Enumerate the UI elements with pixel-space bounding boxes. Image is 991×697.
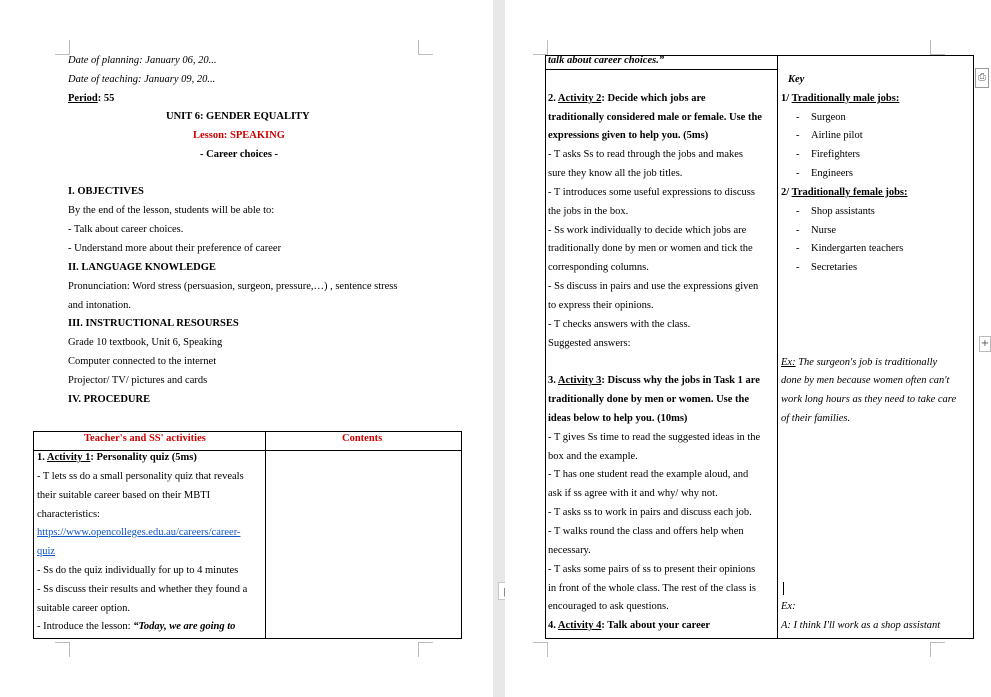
- list-bullet: -: [796, 168, 800, 179]
- table-line: - T checks answers with the class.: [548, 319, 691, 330]
- table-line: corresponding columns.: [548, 262, 649, 273]
- activity-3-heading-line: traditionally done by men or women. Use the: [548, 394, 750, 405]
- key-label: Key: [788, 74, 805, 85]
- crop-mark: [55, 642, 70, 657]
- list-bullet: -: [796, 243, 800, 254]
- activity-title: : Discuss why the jobs in Task 1 are: [601, 375, 760, 386]
- table-line: in front of the whole class. The rest of the class is: [548, 583, 757, 594]
- objectives-intro: By the end of the lesson, students will be able to:: [68, 205, 275, 216]
- activity-number: 1.: [37, 452, 47, 463]
- female-job-item: Shop assistants: [811, 206, 875, 217]
- table-line: - Ss discuss their results and whether they found a: [37, 584, 248, 595]
- table-line: - T has one student read the example aloud, and: [548, 469, 749, 480]
- period-value: : 55: [97, 93, 115, 104]
- list-bullet: -: [796, 262, 800, 273]
- table-line: suitable career option.: [37, 603, 131, 614]
- date-of-planning: Date of planning: January 06, 20...: [68, 55, 217, 66]
- example-line: work long hours as they need to take care: [781, 394, 957, 405]
- male-job-item: Surgeon: [811, 112, 846, 123]
- table-header-activities: Teacher's and SS' activities: [84, 433, 206, 444]
- list-number: 2/: [781, 187, 792, 198]
- language-knowledge-heading: II. LANGUAGE KNOWLEDGE: [68, 262, 216, 273]
- period: [68, 92, 114, 106]
- document-page-right: [505, 0, 991, 697]
- intro-quote: “Today, we are going to: [133, 621, 236, 632]
- date-of-teaching: Date of teaching: January 09, 20...: [68, 74, 216, 85]
- procedure-heading: IV. PROCEDURE: [68, 394, 151, 405]
- example-text: The surgeon's job is traditionally: [795, 357, 938, 368]
- list-bullet: -: [796, 206, 800, 217]
- intro-quote-end: talk about career choices.”: [548, 55, 665, 66]
- list-bullet: -: [796, 225, 800, 236]
- objective-item: - Talk about career choices.: [68, 224, 184, 235]
- table-row-divider: [545, 69, 777, 70]
- table-line: characteristics:: [37, 509, 100, 520]
- table-line: - T lets ss do a small personality quiz that reveals: [37, 471, 244, 482]
- example-line: done by men because women often can't: [781, 375, 950, 386]
- female-job-item: Kindergarten teachers: [811, 243, 904, 254]
- resource-item: Grade 10 textbook, Unit 6, Speaking: [68, 337, 223, 348]
- example-label: Ex:: [781, 357, 796, 368]
- table-column-divider: [777, 55, 778, 639]
- paste-options-icon[interactable]: ⎙: [975, 68, 989, 88]
- crop-mark: [533, 642, 548, 657]
- quiz-link-continued[interactable]: quiz: [37, 546, 56, 557]
- female-job-item: Nurse: [811, 225, 837, 236]
- example-2-label: Ex:: [781, 601, 796, 612]
- quiz-link[interactable]: https://www.opencolleges.edu.au/careers/career-: [37, 527, 241, 538]
- crop-mark: [418, 40, 433, 55]
- activity-title: : Talk about your career: [601, 620, 711, 631]
- crop-mark: [533, 40, 548, 55]
- add-column-icon[interactable]: +: [979, 336, 991, 352]
- activity-2-heading-line: traditionally considered male or female. Use the: [548, 112, 762, 123]
- table-line: encouraged to ask questions.: [548, 601, 669, 612]
- activity-label: Activity 1: [46, 452, 91, 463]
- resources-heading: III. INSTRUCTIONAL RESOURSES: [68, 318, 239, 329]
- activity-title: : Decide which jobs are: [601, 93, 706, 104]
- pronunciation-line: and intonation.: [68, 300, 131, 311]
- resource-item: Computer connected to the internet: [68, 356, 217, 367]
- objectives-heading: I. OBJECTIVES: [68, 186, 144, 197]
- example-line: [781, 356, 937, 370]
- pronunciation-line: Pronunciation: Word stress (persuasion, surgeon, pressure,…) , sentence stress: [68, 281, 398, 292]
- activity-4-heading: [548, 619, 710, 633]
- table-line: traditionally done by men or women and tick the: [548, 243, 753, 254]
- table-line: - Ss work individually to decide which jobs are: [548, 225, 747, 236]
- table-line: - T asks ss to work in pairs and discuss each job.: [548, 507, 752, 518]
- table-line: - Ss discuss in pairs and use the expressions given: [548, 281, 759, 292]
- document-page-left: [0, 0, 493, 697]
- example-line: of their families.: [781, 413, 851, 424]
- activity-number: 3.: [548, 375, 558, 386]
- lesson-subtitle: - Career choices -: [200, 149, 279, 160]
- table-line: the jobs in the box.: [548, 206, 629, 217]
- period-label: Period: [68, 93, 98, 104]
- male-job-item: Engineers: [811, 168, 853, 179]
- activity-number: 2.: [548, 93, 558, 104]
- text-cursor: [783, 582, 784, 595]
- male-job-item: Airline pilot: [811, 130, 863, 141]
- list-heading: Traditionally male jobs:: [791, 93, 900, 104]
- table-column-divider: [265, 431, 266, 639]
- crop-mark: [55, 40, 70, 55]
- activity-label: Activity 4: [557, 620, 602, 631]
- activity-2-heading: [548, 92, 706, 106]
- resource-item: Projector/ TV/ pictures and cards: [68, 375, 208, 386]
- list-bullet: -: [796, 112, 800, 123]
- list-bullet: -: [796, 149, 800, 160]
- table-line: Suggested answers:: [548, 338, 631, 349]
- activity-3-heading-line: ideas below to help you. (10ms): [548, 413, 688, 424]
- intro-text: - Introduce the lesson:: [37, 621, 134, 632]
- table-line: their suitable career based on their MBTI: [37, 490, 211, 501]
- table-line: - T gives Ss time to read the suggested ideas in the: [548, 432, 761, 443]
- list-number: 1/: [781, 93, 792, 104]
- female-jobs-heading: [781, 186, 908, 200]
- unit-title: UNIT 6: GENDER EQUALITY: [166, 111, 310, 122]
- table-line: box and the example.: [548, 451, 638, 462]
- female-job-item: Secretaries: [811, 262, 858, 273]
- male-jobs-heading: [781, 92, 899, 106]
- objective-item: - Understand more about their preference of career: [68, 243, 282, 254]
- table-line: - Ss do the quiz individually for up to 4 minutes: [37, 565, 239, 576]
- table-line: necessary.: [548, 545, 591, 556]
- example-2-line: A: I think I'll work as a shop assistant: [781, 620, 941, 631]
- activity-label: Activity 2: [557, 93, 602, 104]
- table-line: ask if ss agree with it and why/ why not.: [548, 488, 718, 499]
- male-job-item: Firefighters: [811, 149, 860, 160]
- table-line: - T introduces some useful expressions to discuss: [548, 187, 755, 198]
- table-line: - T walks round the class and offers help when: [548, 526, 744, 537]
- activity-number: 4.: [548, 620, 558, 631]
- activity-3-heading: [548, 374, 760, 388]
- activity-title: : Personality quiz (5ms): [90, 452, 197, 463]
- table-line: [37, 620, 235, 634]
- table-line: to express their opinions.: [548, 300, 654, 311]
- table-header-contents: Contents: [342, 433, 383, 444]
- crop-mark: [930, 40, 945, 55]
- crop-mark: [418, 642, 433, 657]
- lesson-title: Lesson: SPEAKING: [193, 130, 285, 141]
- table-line: sure they know all the job titles.: [548, 168, 683, 179]
- activity-label: Activity 3: [557, 375, 602, 386]
- table-line: - T asks Ss to read through the jobs and makes: [548, 149, 744, 160]
- list-heading: Traditionally female jobs:: [791, 187, 908, 198]
- list-bullet: -: [796, 130, 800, 141]
- crop-mark: [930, 642, 945, 657]
- activity-1-heading: [37, 451, 197, 465]
- table-line: - T asks some pairs of ss to present their opinions: [548, 564, 756, 575]
- activity-2-heading-line: expressions given to help you. (5ms): [548, 130, 709, 141]
